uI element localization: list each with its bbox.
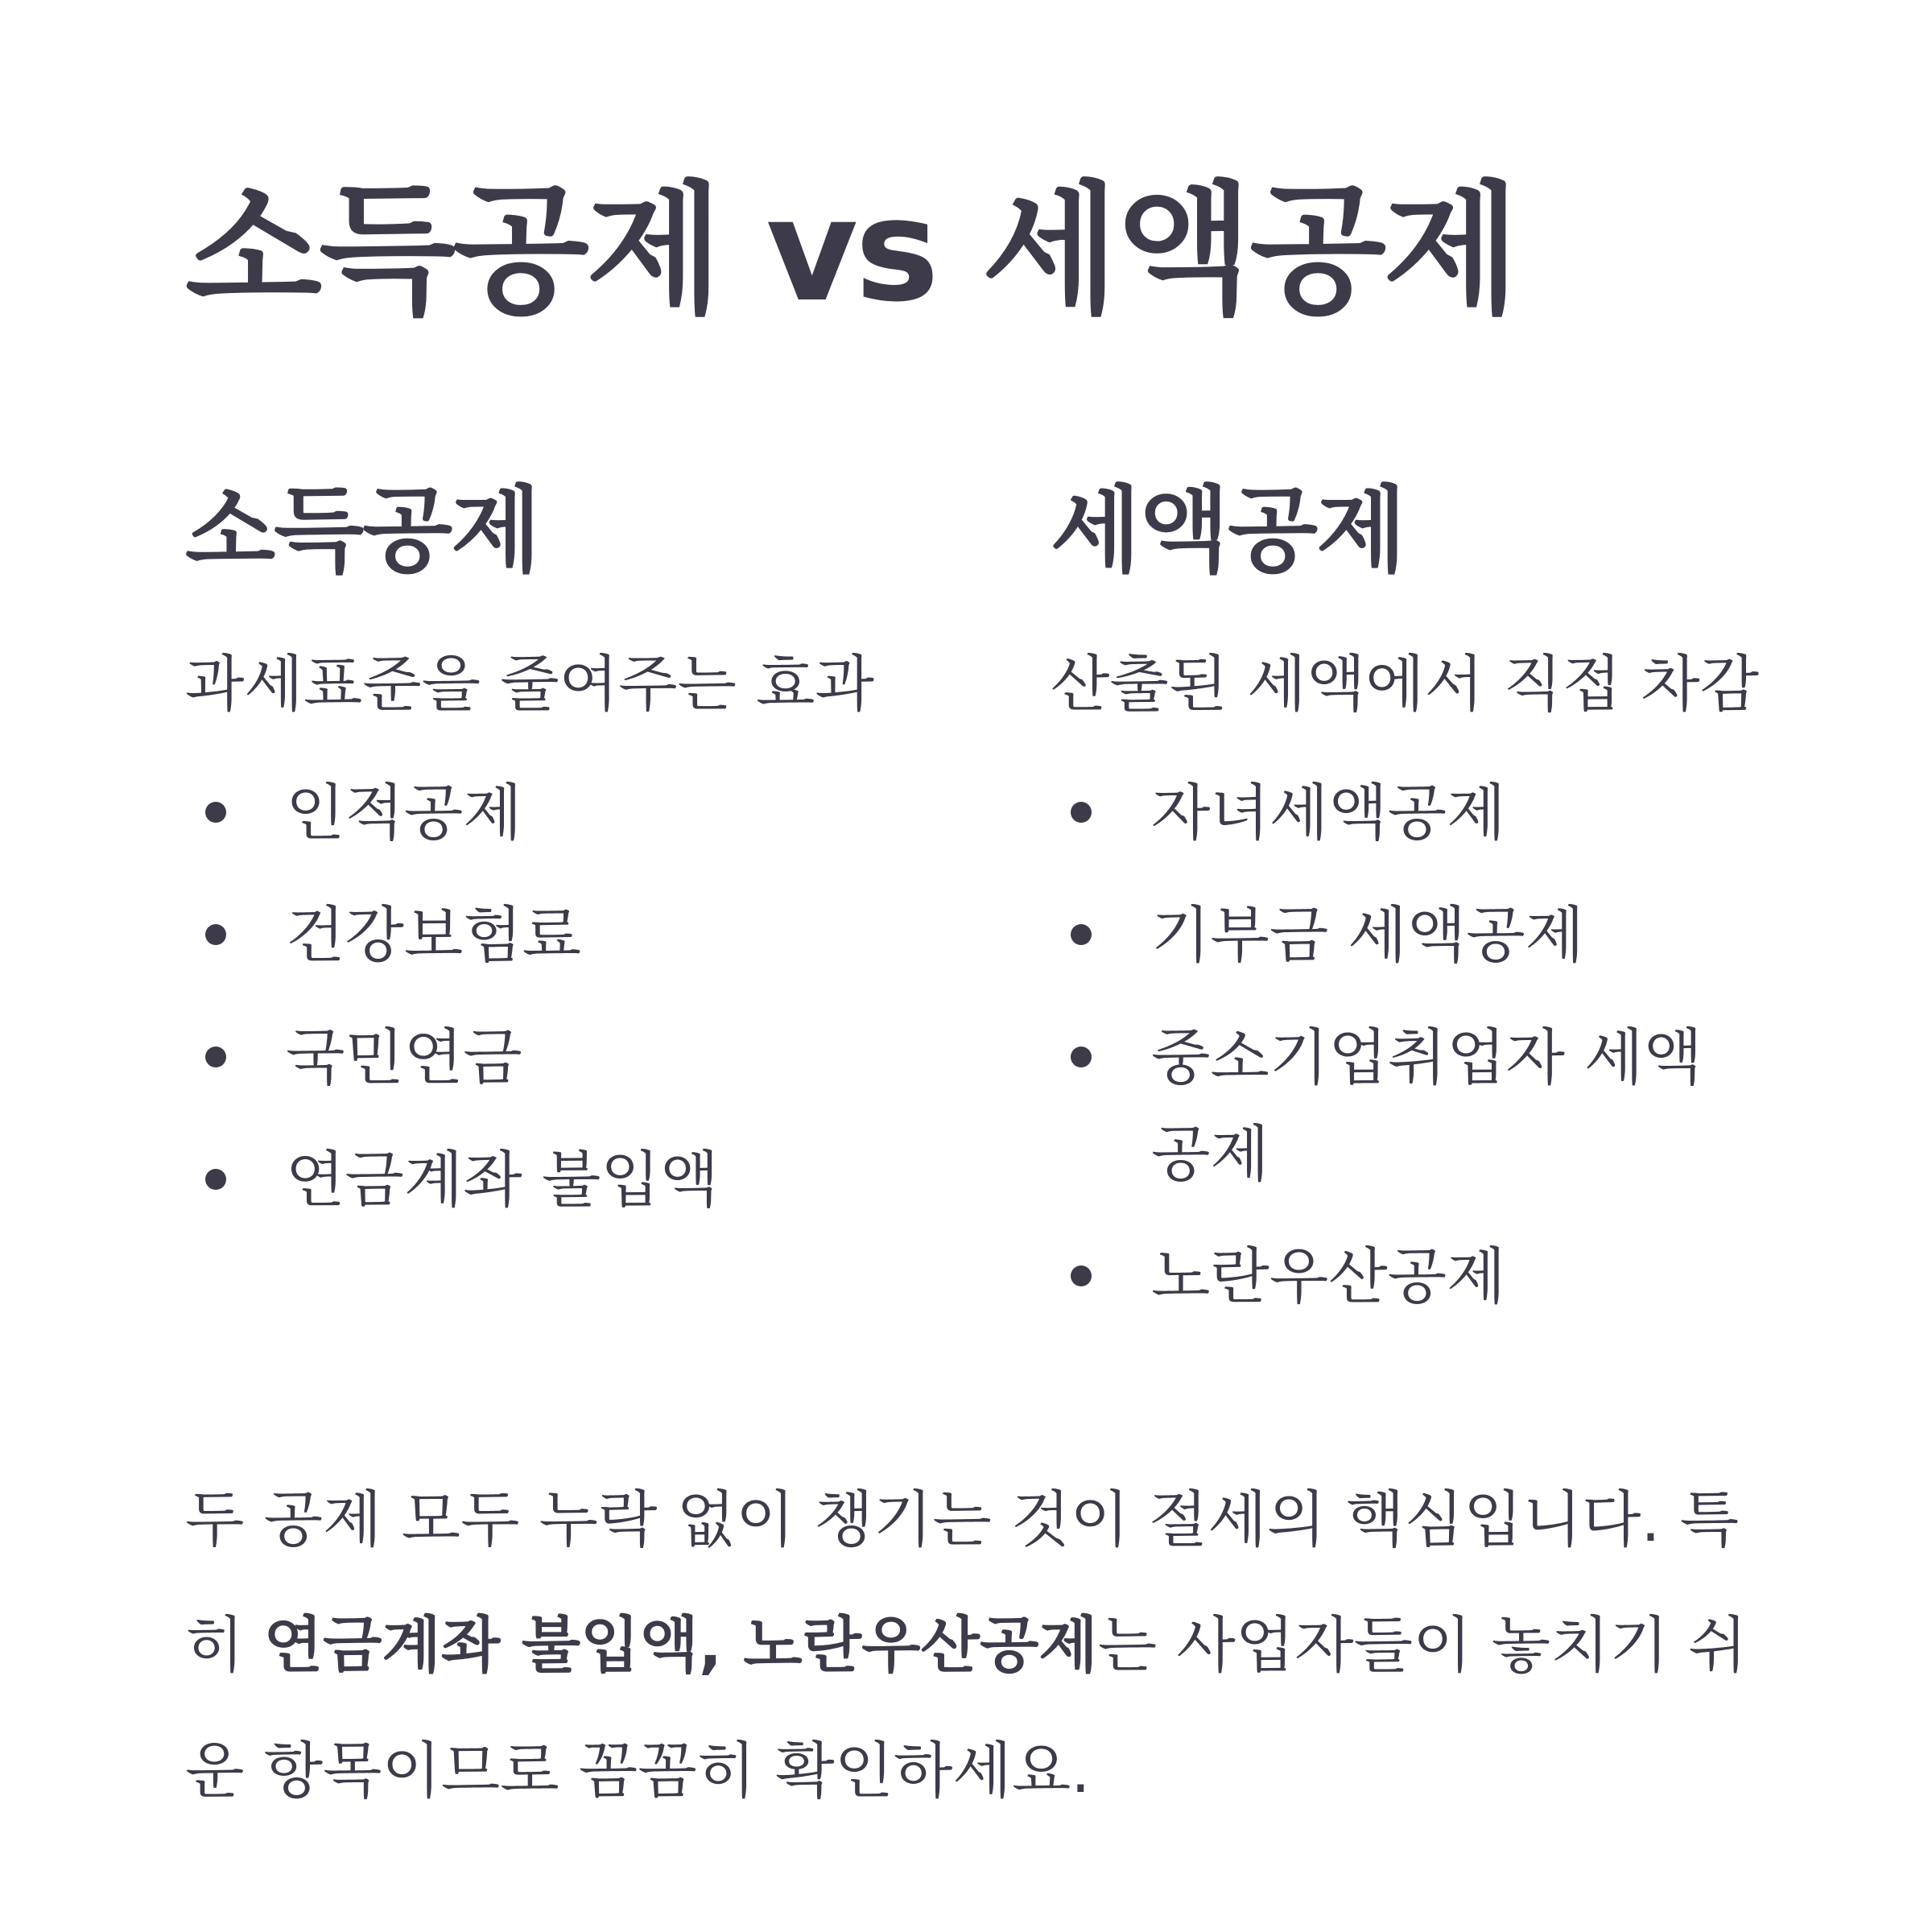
income-deduction-column [185, 475, 877, 1254]
bullet-icon [1071, 1265, 1092, 1286]
list-item-label: 자녀세액공제 [1151, 777, 1506, 848]
page-title: 소득공제 vs 세액공제 [185, 168, 1517, 333]
list-item-label: 인적공제 [286, 777, 522, 848]
list-item [1051, 1228, 1743, 1325]
summary-text: 두 공제 모두 누락 없이 챙기는 것이 절세의 핵심입니다. 특히 [185, 1484, 1740, 1681]
tax-credit-heading: 세액공제 [1051, 477, 1406, 585]
list-item [185, 1132, 877, 1228]
tax-credit-list [1051, 765, 1743, 1325]
list-item [185, 887, 877, 984]
summary-text-end: 는 사업자들이 놓치기 쉬운 항목이므로 꼼꼼히 확인하세요. [185, 1609, 1748, 1806]
income-deduction-description: 과세표준을 줄여주는 효과 [185, 648, 874, 720]
bullet-icon [205, 1169, 226, 1190]
list-item [1051, 887, 1743, 984]
income-deduction-heading: 소득공제 [185, 477, 540, 585]
list-item-label: 중소기업취업자 세액공제 [1151, 1022, 1703, 1190]
list-item [1051, 1009, 1743, 1203]
bullet-icon [205, 924, 226, 945]
list-item-label: 기부금 세액공제 [1151, 899, 1585, 971]
list-item-label: 연금계좌 불입액 [286, 1144, 720, 1216]
bullet-icon [1071, 802, 1092, 823]
list-item [185, 1009, 877, 1106]
list-item-label: 건강보험료 [286, 899, 582, 971]
bullet-icon [1071, 924, 1092, 945]
bullet-icon [205, 802, 226, 823]
list-item-label: 노란우산공제 [1151, 1241, 1506, 1312]
list-item [185, 765, 877, 861]
summary-highlight: 연금계좌 불입액, 노란우산공제 [263, 1609, 1098, 1681]
income-deduction-list [185, 765, 877, 1228]
list-item-label: 국민연금 [286, 1022, 522, 1093]
tax-credit-column [1051, 475, 1760, 1351]
summary-paragraph [185, 1457, 1763, 1834]
bullet-icon [1071, 1046, 1092, 1067]
tax-credit-description: 산출된 세액에서 직접 차감 [1051, 648, 1760, 720]
list-item [1051, 765, 1743, 861]
bullet-icon [205, 1046, 226, 1067]
